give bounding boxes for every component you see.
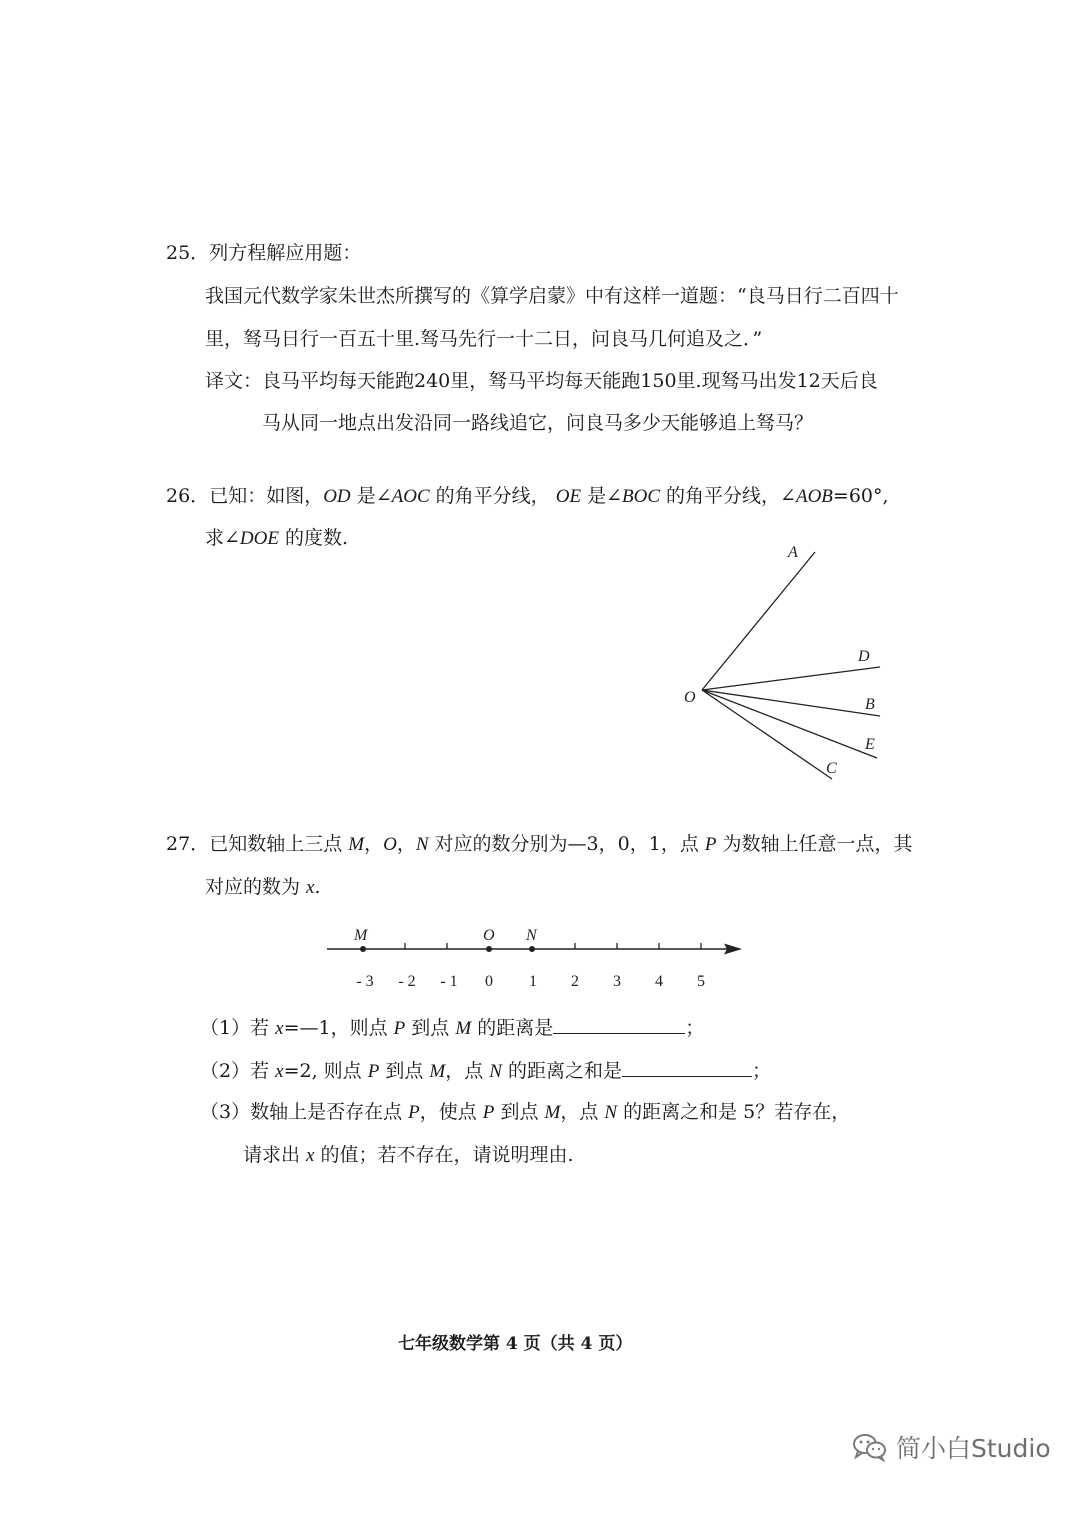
q25-line2: 里，驽马日行一百五十里.驽马先行一十二日，问良马几何追及之．” — [205, 328, 763, 350]
point-m — [360, 946, 366, 952]
q26-line2: 求∠DOE 的度数. — [205, 527, 349, 549]
wechat-icon — [852, 1432, 888, 1462]
point-o — [486, 946, 492, 952]
q27-line2: 对应的数为 x. — [205, 876, 321, 898]
tick-label: 5 — [697, 973, 705, 990]
q25-line3: 译文：良马平均每天能跑240里，驽马平均每天能跑150里.现驽马出发12天后良 — [205, 370, 878, 392]
axis-label-m: M — [354, 927, 368, 944]
tick-label: 2 — [571, 973, 579, 990]
tick-label: - 3 — [356, 973, 374, 990]
label-a: A — [788, 544, 798, 561]
q26-line1: 26．已知：如图，OD 是∠AOC 的角平分线， OE 是∠BOC 的角平分线，∠AOB=60°, — [166, 485, 889, 507]
answer-blank-1[interactable] — [553, 1015, 685, 1034]
tick-label: 0 — [485, 973, 493, 990]
tick-label: 4 — [655, 973, 663, 990]
page-footer: 七年级数学第 4 页（共 4 页） — [398, 1334, 633, 1354]
label-c: C — [826, 760, 837, 777]
q27-sub2: （2）若 x=2, 则点 P 到点 M，点 N 的距离之和是 ； — [200, 1060, 772, 1082]
point-n — [529, 946, 535, 952]
label-b: B — [865, 696, 875, 713]
answer-blank-2[interactable] — [622, 1058, 752, 1077]
watermark — [852, 1429, 1051, 1465]
tick-label: - 1 — [440, 973, 458, 990]
axis-label-n: N — [526, 927, 537, 944]
q27-sub3-line2: 请求出 x 的值；若不存在，请说明理由. — [243, 1144, 574, 1166]
tick-label: - 2 — [398, 973, 416, 990]
q27-line1: 27．已知数轴上三点 M，O，N 对应的数分别为—3，0，1，点 P 为数轴上任意一点，其 — [166, 833, 913, 855]
label-e: E — [865, 736, 875, 753]
watermark-text: 简小白Studio — [896, 1434, 1051, 1463]
q27-sub1: （1）若 x=—1，则点 P 到点 M 的距离是 ； — [200, 1017, 705, 1039]
q25-title: 25．列方程解应用题： — [166, 242, 362, 264]
label-o: O — [684, 689, 696, 706]
q27-sub3-line1: （3）数轴上是否存在点 P，使点 P 到点 M，点 N 的距离之和是 5？若存在， — [200, 1101, 851, 1123]
label-d: D — [858, 648, 870, 665]
q25-line4: 马从同一地点出发沿同一路线追它，问良马多少天能够追上驽马？ — [262, 412, 814, 434]
axis-label-o: O — [483, 927, 495, 944]
tick-label: 1 — [529, 973, 537, 990]
tick-label: 3 — [613, 973, 621, 990]
q25-line1: 我国元代数学家朱世杰所撰写的《算学启蒙》中有这样一道题：“良马日行二百四十 — [205, 285, 899, 307]
